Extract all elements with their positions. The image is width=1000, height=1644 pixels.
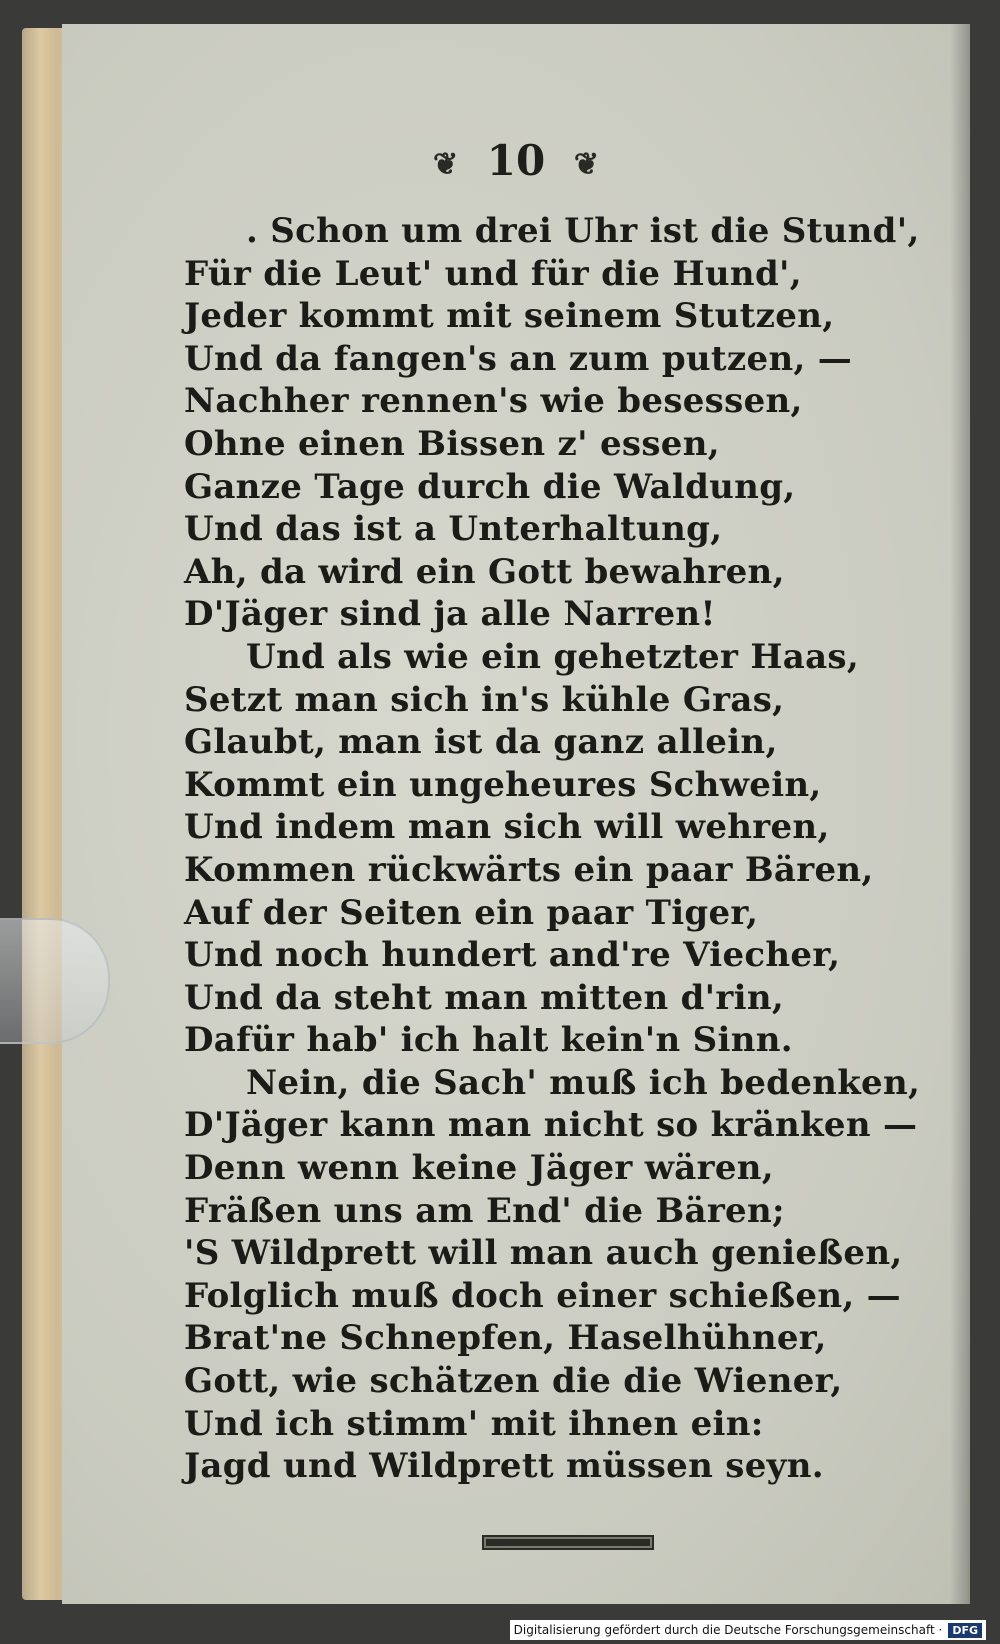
end-rule [482,1535,654,1550]
poem-line: Kommen rückwärts ein paar Bären, [184,849,874,890]
poem-line: Und noch hundert and're Viecher, [184,935,841,976]
poem-line: Denn wenn keine Jäger wären, [184,1148,774,1189]
poem-line: Glaubt, man ist da ganz allein, [184,722,778,763]
poem-line: Ganze Tage durch die Waldung, [184,466,796,507]
book-page [62,24,970,1604]
poem-line: Ohne einen Bissen z' essen, [184,423,720,464]
poem-line: Und als wie ein gehetzter Haas, [246,636,859,677]
poem-line: 'S Wildprett will man auch genießen, [184,1233,903,1274]
page-header [62,136,970,185]
footer-credit: Digitalisierung gefördert durch die Deutsche Forschungsgemeinschaft · [513,1623,943,1637]
ornament-left-icon: ❦ [433,146,459,182]
poem-line: Gott, wie schätzen die die Wiener, [184,1361,843,1402]
digitization-footer [510,1620,986,1640]
dfg-logo: DFG [948,1623,982,1638]
poem-line: Fräßen uns am End' die Bären; [184,1190,785,1231]
page-gutter-shadow [950,24,970,1604]
poem-line: Für die Leut' und für die Hund', [184,253,802,294]
poem-line: Nachher rennen's wie besessen, [184,381,803,422]
poem-line: Jagd und Wildprett müssen seyn. [184,1446,824,1487]
poem-line: Nein, die Sach' muß ich bedenken, [246,1062,921,1103]
page-clip [0,918,110,1044]
poem-line: . Schon um drei Uhr ist die Stund', [246,211,920,251]
poem-line: Folglich muß doch einer schießen, — [184,1275,901,1316]
poem-line: Und da fangen's an zum putzen, — [184,338,853,379]
poem-line: Kommt ein ungeheures Schwein, [184,764,822,805]
poem-line: Auf der Seiten ein paar Tiger, [184,892,759,933]
poem-line: Und ich stimm' mit ihnen ein: [184,1403,764,1444]
poem-line: Ah, da wird ein Gott bewahren, [184,551,785,592]
poem-line: Und das ist a Unterhaltung, [184,509,723,550]
ornament-right-icon: ❦ [573,146,599,182]
poem-line: Jeder kommt mit seinem Stutzen, [184,296,835,337]
poem-line: Brat'ne Schnepfen, Haselhühner, [184,1318,827,1359]
poem-line: Setzt man sich in's kühle Gras, [184,679,785,720]
poem-line: Und da steht man mitten d'rin, [184,977,784,1018]
poem-line: Dafür hab' ich halt kein'n Sinn. [184,1020,793,1061]
poem-line: D'Jäger sind ja alle Narren! [184,594,716,635]
page-number: 10 [486,136,546,185]
poem-line: Und indem man sich will wehren, [184,807,830,848]
poem-line: D'Jäger kann man nicht so kränken — [184,1105,918,1146]
poem-text [184,210,921,1488]
